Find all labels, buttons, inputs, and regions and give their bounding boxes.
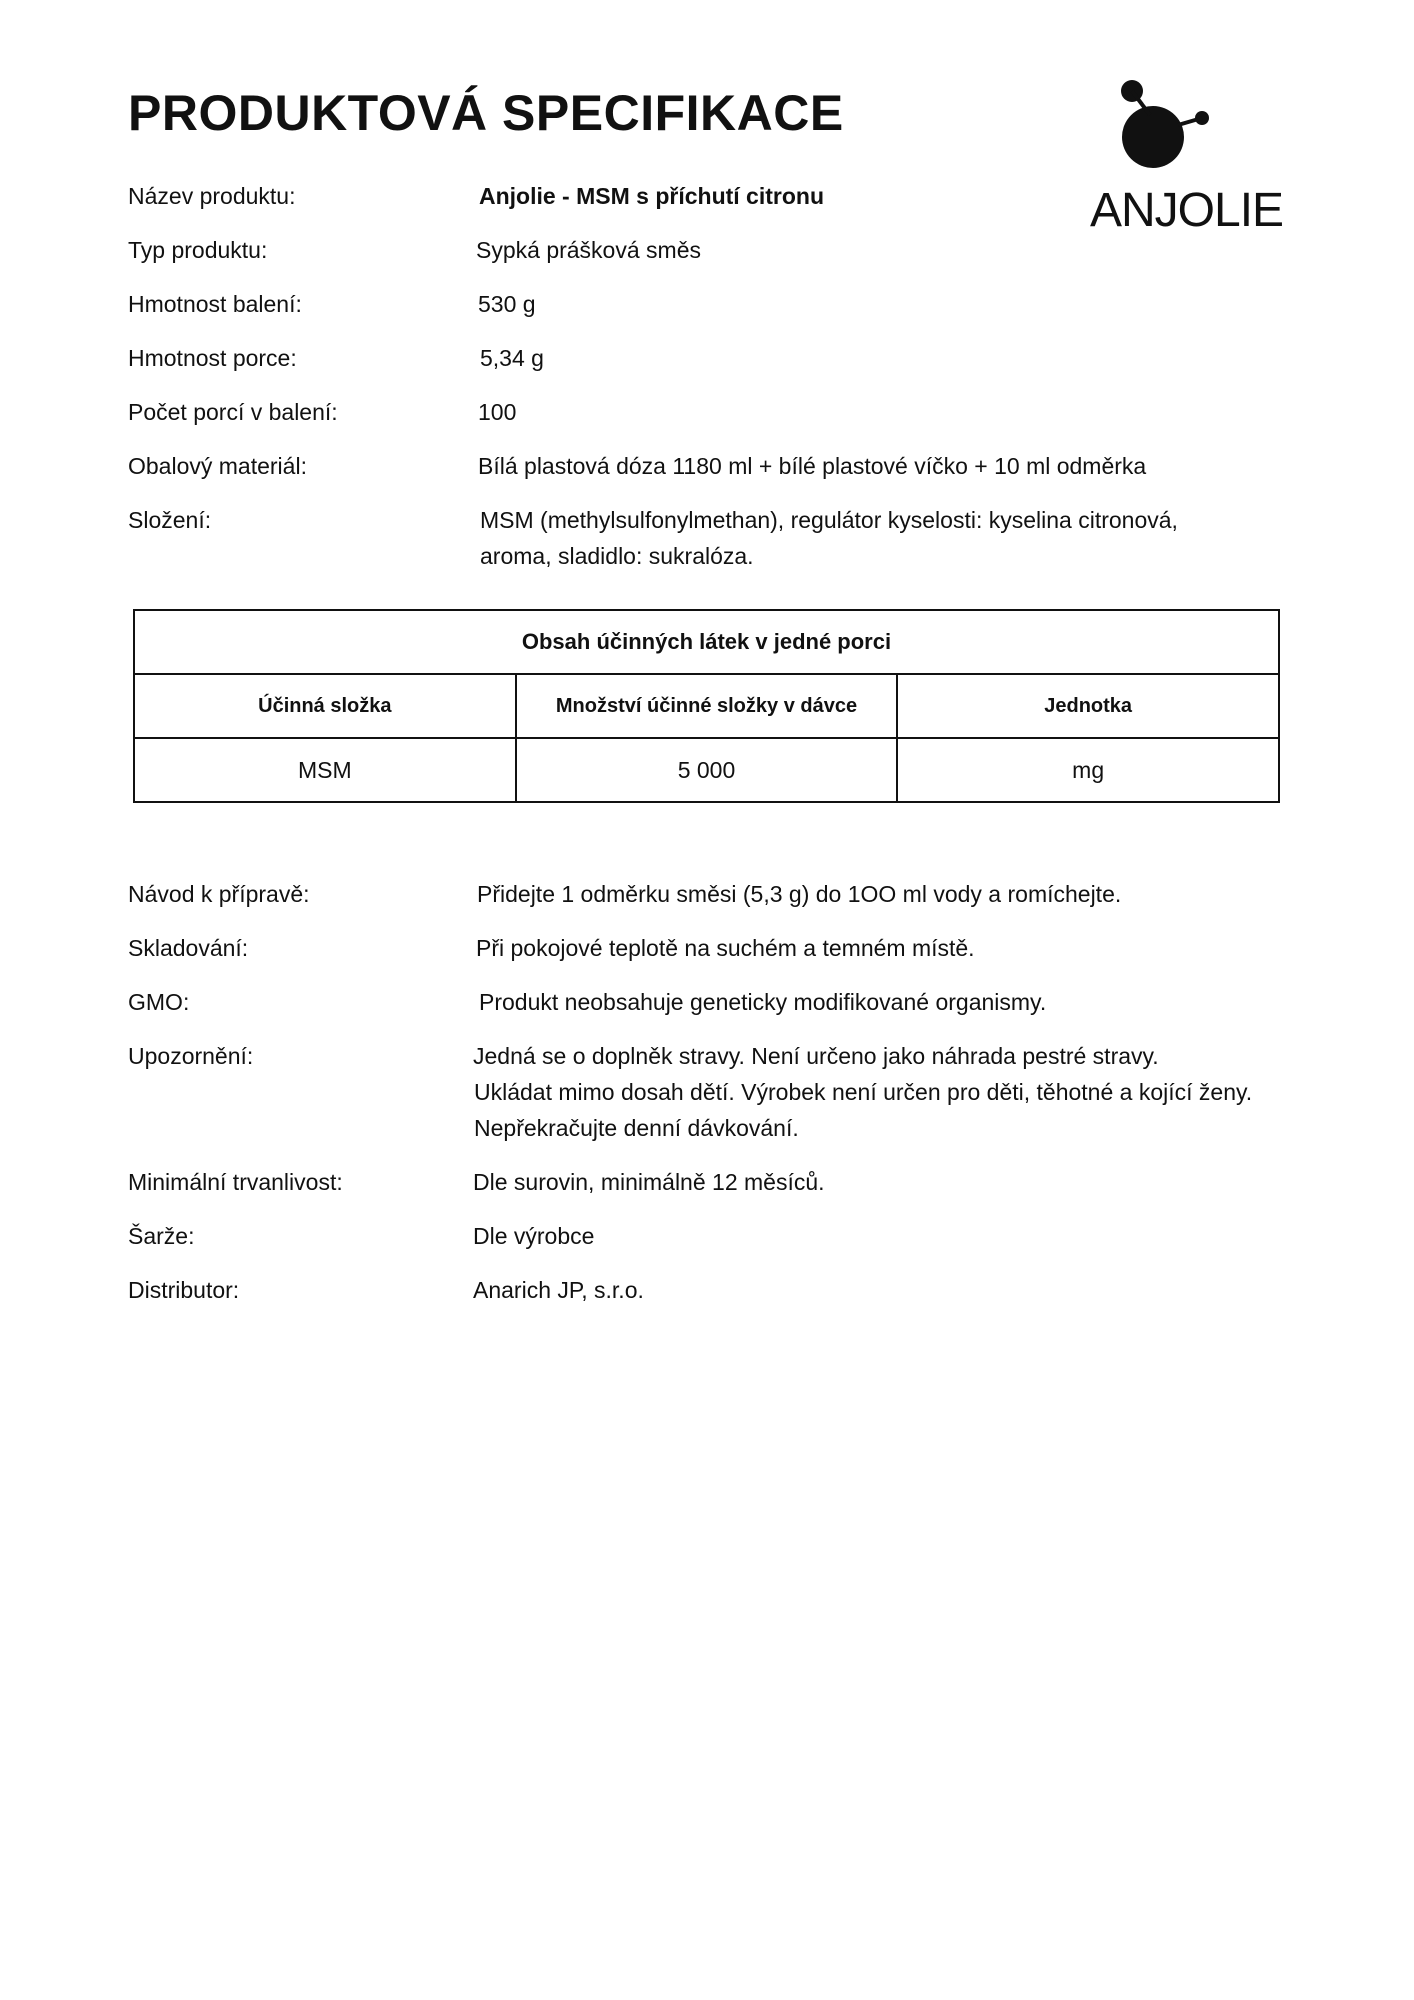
brand-logo	[1090, 80, 1284, 240]
spec-value: 100	[478, 399, 517, 425]
logo-text: ANJOLIE	[1090, 184, 1284, 237]
table-header: Množství účinné složky v dávce	[516, 674, 898, 738]
page-title: PRODUKTOVÁ SPECIFIKACE	[128, 85, 844, 141]
detail-label: Skladování:	[128, 935, 249, 961]
detail-value-line: Dle surovin, minimálně 12 měsíců.	[473, 1169, 825, 1195]
spec-label: Hmotnost balení:	[128, 291, 302, 317]
detail-label: Návod k přípravě:	[128, 881, 310, 907]
table-row	[134, 738, 1279, 802]
detail-value-line: Ukládat mimo dosah dětí. Výrobek není určen pro děti, těhotné a kojící ženy.	[474, 1079, 1253, 1105]
detail-value-line: Při pokojové teplotě na suchém a temném místě.	[476, 935, 975, 961]
detail-label: GMO:	[128, 989, 190, 1015]
active-ingredients-table	[133, 609, 1280, 803]
spec-value: Sypká prášková směs	[476, 237, 701, 263]
table-header: Jednotka	[897, 674, 1279, 738]
spec-value: Bílá plastová dóza 1180 ml + bílé plastové víčko + 10 ml odměrka	[478, 453, 1147, 479]
table-cell: mg	[897, 738, 1279, 802]
table-header-row	[134, 674, 1279, 738]
detail-value-line: Jedná se o doplněk stravy. Není určeno jako náhrada pestré stravy.	[473, 1043, 1159, 1069]
detail-value-line: Dle výrobce	[473, 1223, 595, 1249]
detail-value-line: Anarich JP, s.r.o.	[473, 1277, 644, 1303]
molecule-logo-icon	[1120, 80, 1240, 180]
detail-label: Šarže:	[128, 1223, 195, 1249]
spec-value: 5,34 g	[480, 345, 544, 371]
spec-label: Typ produktu:	[128, 237, 268, 263]
spec-label: Název produktu:	[128, 183, 296, 209]
detail-value-line: Nepřekračujte denní dávkování.	[474, 1115, 799, 1141]
spec-label: Obalový materiál:	[128, 453, 307, 479]
spec-value: Anjolie - MSM s příchutí citronu	[479, 183, 824, 209]
detail-value-line: Přidejte 1 odměrku směsi (5,3 g) do 1OO ml vody a romíchejte.	[477, 881, 1122, 907]
spec-label: Složení:	[128, 507, 212, 533]
table-caption: Obsah účinných látek v jedné porci	[134, 610, 1279, 674]
detail-label: Minimální trvanlivost:	[128, 1169, 343, 1195]
spec-value-line: aroma, sladidlo: sukralóza.	[480, 543, 754, 569]
table-header: Účinná složka	[134, 674, 516, 738]
detail-label: Upozornění:	[128, 1043, 254, 1069]
spec-value-line: MSM (methylsulfonylmethan), regulátor kyselosti: kyselina citronová,	[480, 507, 1178, 533]
detail-label: Distributor:	[128, 1277, 240, 1303]
detail-value-line: Produkt neobsahuje geneticky modifikované organismy.	[479, 989, 1047, 1015]
spec-label: Hmotnost porce:	[128, 345, 297, 371]
spec-label: Počet porcí v balení:	[128, 399, 338, 425]
table-cell: 5 000	[516, 738, 898, 802]
table-cell: MSM	[134, 738, 516, 802]
spec-value: 530 g	[478, 291, 536, 317]
